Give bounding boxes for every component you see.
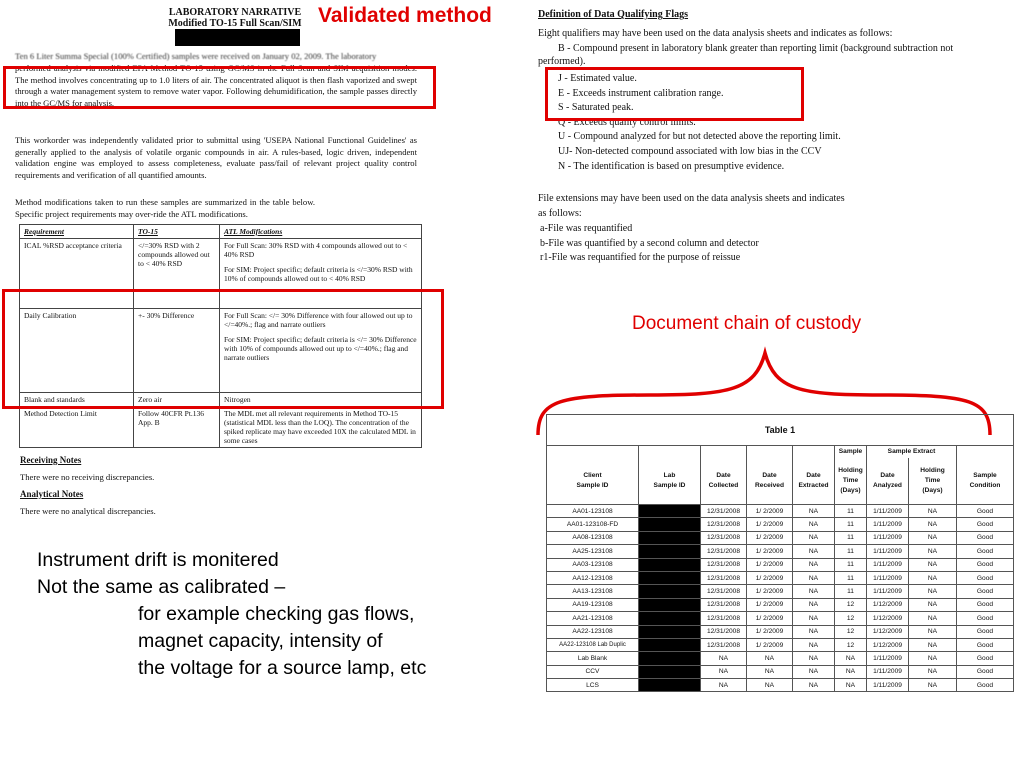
redacted-lab-id-cell [639,558,701,571]
table-cell: 12/31/2008 [701,598,747,611]
table-cell: AA13-123108 [547,585,639,598]
table-row [547,665,1014,678]
table-cell: NA [909,625,957,638]
column-header: Lab Sample ID [639,458,701,505]
redacted-lab-id-cell [639,571,701,584]
table-cell: 1/12/2009 [867,612,909,625]
table-row [547,531,1014,544]
table-cell: 1/ 2/2009 [747,571,793,584]
table-cell: 11 [835,518,867,531]
redacted-lab-id-cell [639,531,701,544]
table-cell: 1/ 2/2009 [747,518,793,531]
table-cell: 1/11/2009 [867,531,909,544]
table-cell: 12 [835,625,867,638]
flag-item-n: N - The identification is based on presumptive evidence. [558,160,785,172]
table-cell: 12/31/2008 [701,638,747,651]
extension-item: r1-File was requantified for the purpose of reissue [540,252,741,264]
table-cell: NA [909,612,957,625]
redacted-lab-id-cell [639,652,701,665]
table-row [547,598,1014,611]
table-row [547,518,1014,531]
table-cell: Good [957,585,1014,598]
table-cell: 1/11/2009 [867,585,909,598]
table-cell: Good [957,505,1014,518]
group-header-sample-extract: Sample Extract [867,446,957,459]
method-table-row [20,407,422,448]
table-cell: NA [701,665,747,678]
method-table-header: Requirement [20,225,134,239]
table-cell: 1/11/2009 [867,558,909,571]
method-table-cell-text: For SIM: Project specific; default criteria is </= 30% Difference with 10% of compounds allowed out up to </=40%.; flag and narrate outliers [224,335,417,362]
table-cell: NA [909,571,957,584]
sample-table-title: Table 1 [547,415,1014,446]
narrative-title [150,7,320,29]
table-cell: AA19-123108 [547,598,639,611]
table-row [547,638,1014,651]
table-cell: NA [909,518,957,531]
flag-b-line1: B - Compound present in laboratory blank greater than reporting limit (background subtraction not [558,43,954,54]
table-cell: 12 [835,638,867,651]
redacted-lab-id-cell [639,598,701,611]
redacted-lab-id-cell [639,585,701,598]
table-row [547,625,1014,638]
table-cell: Good [957,679,1014,692]
table-cell: NA [793,558,835,571]
table-cell: 12/31/2008 [701,545,747,558]
table-cell: NA [793,505,835,518]
narrative-para2: This workorder was independently validated prior to submittal using 'USEPA National Functional Guidelines' as generally applied to the analysis of volatile organic compounds in air. A rules-based, logic driven, independent validation engine was employed to assess completeness, evaluate pass/fail of relevant project quality control requirements and verification of all quantified amounts. [15,135,417,180]
drift-line1: Instrument drift is monitered [37,549,279,571]
table-cell: AA12-123108 [547,571,639,584]
flags-heading: Definition of Data Qualifying Flags [538,9,689,20]
table-row [547,612,1014,625]
method-table-cell: The MDL met all relevant requirements in Method TO-15 (statistical MDL less than the LOQ). The concentration of the spiked replicate may have exceeded 10X the calculated MDL in some cases [220,407,422,448]
table-cell: AA21-123108 [547,612,639,625]
sample-table-body [547,505,1014,692]
table-cell: NA [793,638,835,651]
table-cell: 1/11/2009 [867,652,909,665]
table-cell: NA [793,679,835,692]
table-cell: 12/31/2008 [701,571,747,584]
method-table-cell: </=30% RSD with 2 compounds allowed out to < 40% RSD [134,239,220,309]
table-cell: 1/11/2009 [867,518,909,531]
table-cell: NA [747,679,793,692]
drift-line5: the voltage for a source lamp, etc [138,657,427,679]
table-cell: 1/ 2/2009 [747,505,793,518]
table-cell: Good [957,518,1014,531]
table-cell: NA [909,652,957,665]
table-cell: AA01-123108 [547,505,639,518]
table-cell: NA [909,598,957,611]
method-table-header: TO-15 [134,225,220,239]
table-cell: 11 [835,545,867,558]
table-row [547,571,1014,584]
table-cell: AA22-123108 [547,625,639,638]
column-header: Sample Condition [957,458,1014,505]
table-cell: NA [909,585,957,598]
table-cell: AA01-123108-FD [547,518,639,531]
table-cell: 11 [835,558,867,571]
method-table-cell: Daily Calibration [20,309,134,393]
table-cell: NA [793,625,835,638]
flag-item-u: U - Compound analyzed for but not detected above the reporting limit. [558,131,841,143]
table-cell: NA [909,545,957,558]
table-row [547,652,1014,665]
table-cell: Good [957,665,1014,678]
table-cell: Good [957,571,1014,584]
table-cell: NA [793,612,835,625]
flag-item-e: E - Exceeds instrument calibration range. [558,87,724,99]
table-cell: 1/11/2009 [867,505,909,518]
table-cell: AA03-123108 [547,558,639,571]
table-cell: 1/11/2009 [867,545,909,558]
table-cell: 1/ 2/2009 [747,598,793,611]
flag-item-j: J - Estimated value. [558,73,637,84]
narrative-para0: Ten 6 Liter Summa Special (100% Certified) samples were received on January 02, 2009. The laboratory [15,51,377,61]
flag-b-line2: performed). [538,56,586,67]
narrative-title-line2: Modified TO-15 Full Scan/SIM [168,18,302,29]
column-header: Date Analyzed [867,458,909,505]
table-cell: NA [835,679,867,692]
method-table-cell: Zero air [134,393,220,407]
redacted-lab-id-cell [639,638,701,651]
flags-highlight-box [545,67,804,121]
table-cell: Good [957,558,1014,571]
table-cell: 1/ 2/2009 [747,531,793,544]
sample-table-title-row [547,415,1014,446]
table-cell: 12/31/2008 [701,585,747,598]
analytical-notes-heading: Analytical Notes [20,489,84,499]
method-table-header-row [20,225,422,239]
extensions-line1: File extensions may have been used on the data analysis sheets and indicates [538,193,845,204]
redacted-lab-id-cell [639,612,701,625]
table-cell: NA [835,652,867,665]
table-cell: 1/ 2/2009 [747,585,793,598]
instrument-drift-annotation [37,547,426,682]
receiving-notes-text: There were no receiving discrepancies. [20,472,155,482]
table-cell: 12/31/2008 [701,558,747,571]
table-cell: 12/31/2008 [701,531,747,544]
table-cell: 11 [835,585,867,598]
receiving-notes-heading: Receiving Notes [20,455,82,465]
narrative-para1: performed analysis via modified EPA Method TO-15 using GC/MS in the Full Scan and SIM acquisition modes. The method involves concentrating up to 1.0 liters of air. The concentrated aliquot is then flash vaporized and swept through a water management system to remove water vapor. Following dehumidification, the sample passes directly into the GC/MS for analysis. [15,63,417,108]
table-cell: 1/12/2009 [867,625,909,638]
table-cell: NA [909,558,957,571]
table-row [547,558,1014,571]
table-cell: 1/ 2/2009 [747,558,793,571]
table-row [547,505,1014,518]
redacted-lab-id-cell [639,665,701,678]
table-cell: NA [909,531,957,544]
table-cell: NA [793,571,835,584]
table-cell: NA [747,665,793,678]
table-cell: NA [793,665,835,678]
table-cell: 1/12/2009 [867,598,909,611]
method-table-header: ATL Modifications [220,225,422,239]
extensions-line2: as follows: [538,208,582,219]
drift-line3: for example checking gas flows, [138,603,415,625]
chain-of-custody-annotation: Document chain of custody [632,313,862,334]
column-header: Date Received [747,458,793,505]
table-cell: NA [793,598,835,611]
drift-line4: magnet capacity, intensity of [138,630,383,652]
table-cell: Good [957,638,1014,651]
column-header: Client Sample ID [547,458,639,505]
table-row [547,679,1014,692]
table-cell: Good [957,598,1014,611]
table-cell: 12/31/2008 [701,625,747,638]
table-cell: NA [909,638,957,651]
redacted-lab-id-cell [639,679,701,692]
table-cell: 11 [835,531,867,544]
redacted-lab-id-cell [639,545,701,558]
table-cell: NA [793,585,835,598]
validated-method-highlight-box [3,66,436,109]
method-table-cell-text: For Full Scan: </= 30% Difference with four allowed out up to </=40%.; flag and narrate outliers [224,311,413,329]
table-row [547,545,1014,558]
table-cell: NA [793,518,835,531]
table-cell: NA [909,679,957,692]
flag-item-q: Q - Exceeds quality control limits. [558,116,696,128]
table-cell: NA [701,652,747,665]
method-table-cell: ICAL %RSD acceptance criteria [20,239,134,309]
table-cell: NA [793,652,835,665]
table-cell: Good [957,531,1014,544]
table-cell: 1/12/2009 [867,638,909,651]
table-cell: 1/11/2009 [867,665,909,678]
extension-item: b-File was quantified by a second column and detector [540,237,759,249]
redacted-lab-id-cell [639,505,701,518]
table-cell: 1/ 2/2009 [747,545,793,558]
method-table-cell: +- 30% Difference [134,309,220,393]
narrative-title-line1: LABORATORY NARRATIVE [168,7,302,18]
table-cell: 12 [835,598,867,611]
analytical-notes-text: There were no analytical discrepancies. [20,506,156,516]
flag-item-uj: UJ- Non-detected compound associated with low bias in the CCV [558,145,822,157]
column-header: Date Collected [701,458,747,505]
extensions-list [540,222,759,266]
column-header: Date Extracted [793,458,835,505]
daily-calibration-highlight-box [2,289,444,409]
table-cell: 12/31/2008 [701,612,747,625]
sample-table-header-row [547,458,1014,505]
method-table-cell: Nitrogen [220,393,422,407]
table-cell: NA [701,679,747,692]
table-row [547,585,1014,598]
sample-table-group-header-row [547,446,1014,459]
table-cell: AA08-123108 [547,531,639,544]
redacted-lab-id-cell [639,625,701,638]
table-cell: 12 [835,612,867,625]
sample-table [546,414,1014,692]
column-header: Holding Time (Days) [909,458,957,505]
redacted-lab-id-cell [639,518,701,531]
table-cell: LCS [547,679,639,692]
group-header-sample: Sample [835,446,867,459]
table-cell: 1/ 2/2009 [747,638,793,651]
table-cell: Good [957,545,1014,558]
table-cell: 1/ 2/2009 [747,625,793,638]
flags-intro: Eight qualifiers may have been used on the data analysis sheets and indicates as follows: [538,28,893,39]
table-cell: 1/ 2/2009 [747,612,793,625]
table-cell: 12/31/2008 [701,505,747,518]
table-cell: 12/31/2008 [701,518,747,531]
validated-method-annotation: Validated method [318,4,492,27]
table-cell: NA [793,531,835,544]
table-cell: 11 [835,505,867,518]
table-cell: NA [793,545,835,558]
table-cell: Lab Blank [547,652,639,665]
table-cell: 11 [835,571,867,584]
method-table-cell-text: For Full Scan: 30% RSD with 4 compounds allowed out to < 40% RSD [224,241,408,259]
table-cell: 1/11/2009 [867,571,909,584]
table-cell: Good [957,612,1014,625]
table-cell: 1/11/2009 [867,679,909,692]
narrative-para3: Method modifications taken to run these samples are summarized in the table below. Specific project requirements may over-ride the ATL modifications. [15,197,315,219]
table-cell: NA [835,665,867,678]
table-cell: NA [747,652,793,665]
extension-item: a-File was requantified [540,223,633,234]
table-cell: CCV [547,665,639,678]
redaction-bar-title [175,29,300,46]
table-cell: Good [957,652,1014,665]
method-table-cell: Follow 40CFR Pt.136 App. B [134,407,220,448]
method-table-cell-text: For SIM: Project specific; default criteria is </=30% RSD with 10% of compounds allowed out to < 40% RSD [224,265,413,283]
table-cell: AA22-123108 Lab Duplic [547,638,639,651]
table-cell: NA [909,505,957,518]
flag-item-s: S - Saturated peak. [558,102,634,114]
table-cell: AA25-123108 [547,545,639,558]
table-cell: Good [957,625,1014,638]
method-table-cell: Blank and standards [20,393,134,407]
column-header: Holding Time (Days) [835,458,867,505]
table-cell: NA [909,665,957,678]
drift-line2: Not the same as calibrated – [37,576,286,598]
method-table-cell: Method Detection Limit [20,407,134,448]
